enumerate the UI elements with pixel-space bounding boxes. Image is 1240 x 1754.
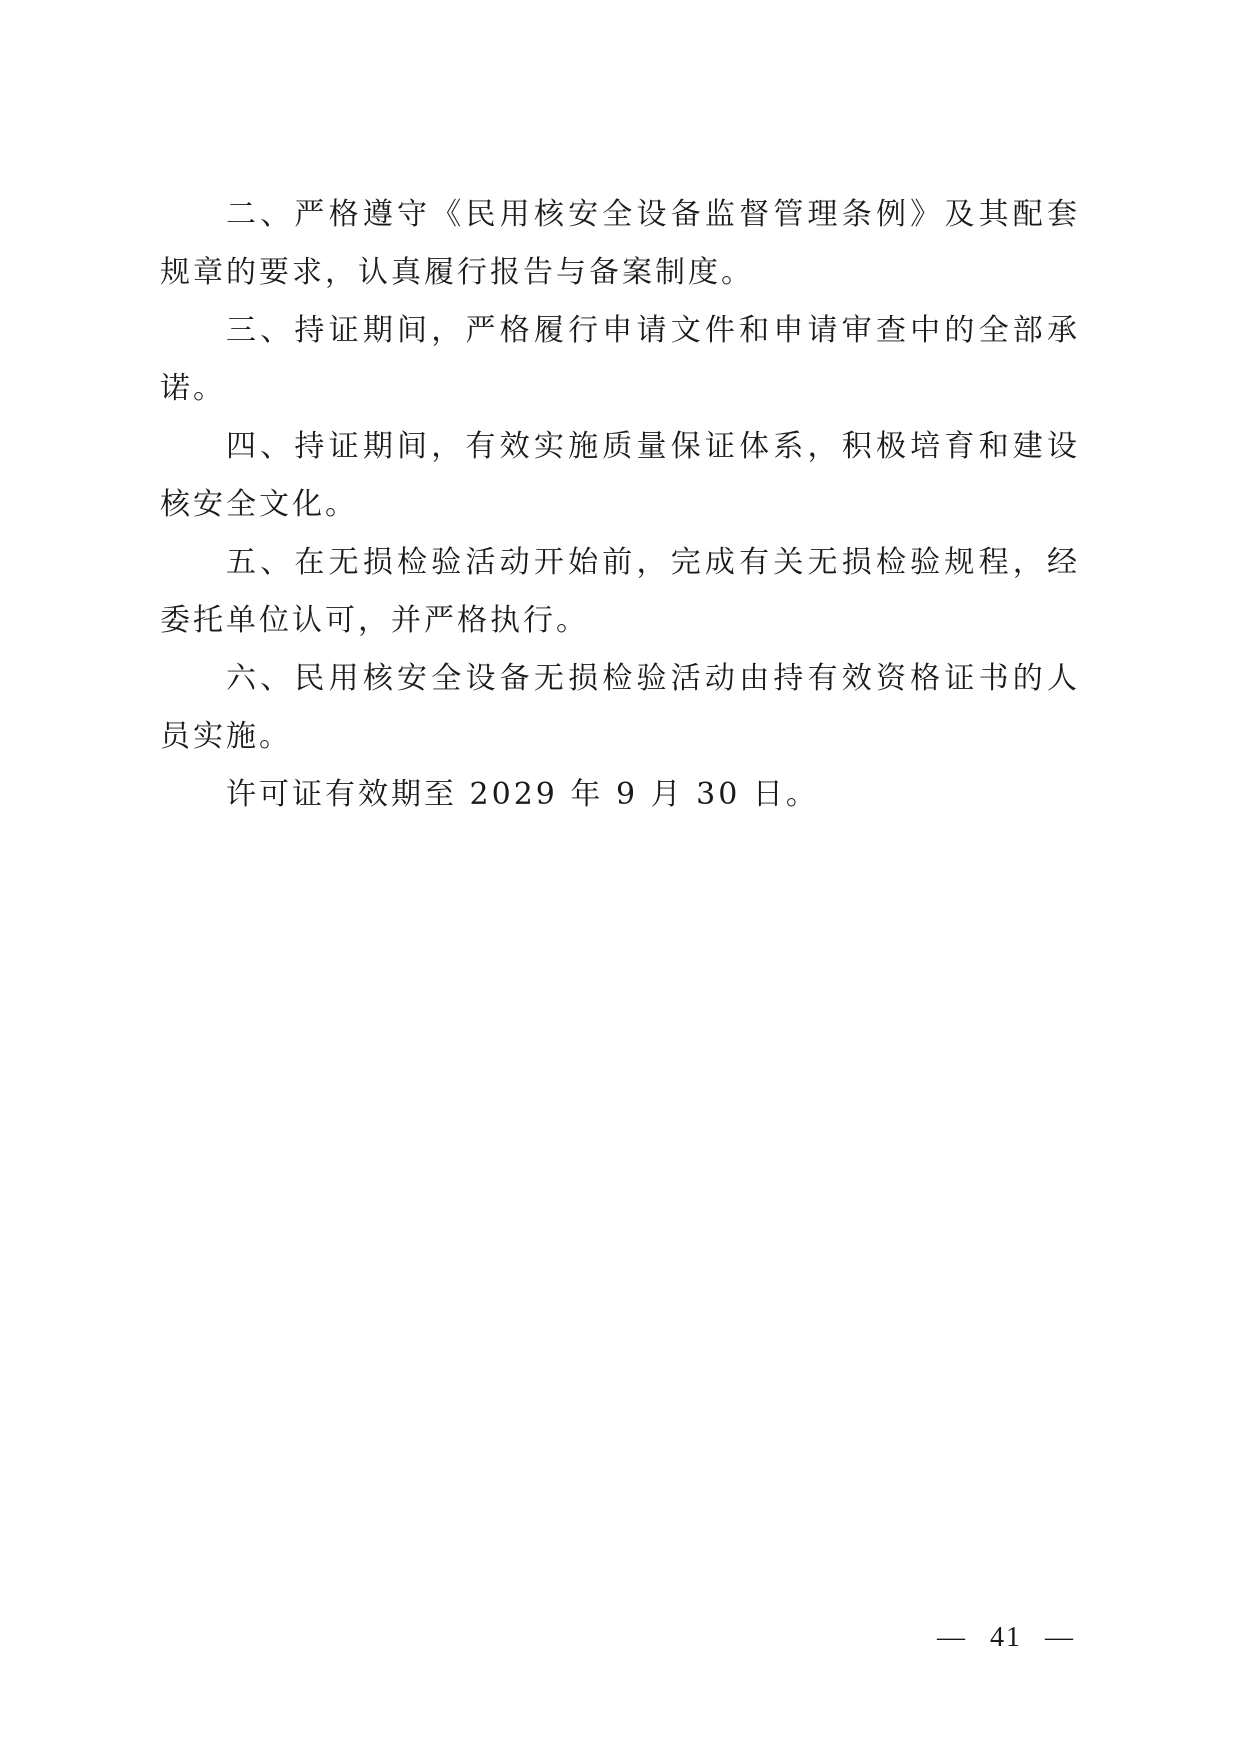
page-number: 41	[990, 1622, 1022, 1653]
footer-dash-left: —	[937, 1622, 967, 1653]
paragraph-3: 三、持证期间，严格履行申请文件和申请审查中的全部承诺。	[160, 313, 1080, 406]
page-footer	[932, 1622, 1080, 1654]
paragraph-6: 六、民用核安全设备无损检验活动由持有效资格证书的人员实施。	[160, 661, 1080, 754]
validity-statement: 许可证有效期至 2029 年 9 月 30 日。	[226, 777, 819, 812]
document-body	[160, 186, 1080, 824]
paragraph-2: 二、严格遵守《民用核安全设备监督管理条例》及其配套规章的要求，认真履行报告与备案制度。	[160, 197, 1080, 290]
footer-dash-right: —	[1045, 1622, 1075, 1653]
paragraph-4: 四、持证期间，有效实施质量保证体系，积极培育和建设核安全文化。	[160, 429, 1080, 522]
paragraph-5: 五、在无损检验活动开始前，完成有关无损检验规程，经委托单位认可，并严格执行。	[160, 545, 1080, 638]
